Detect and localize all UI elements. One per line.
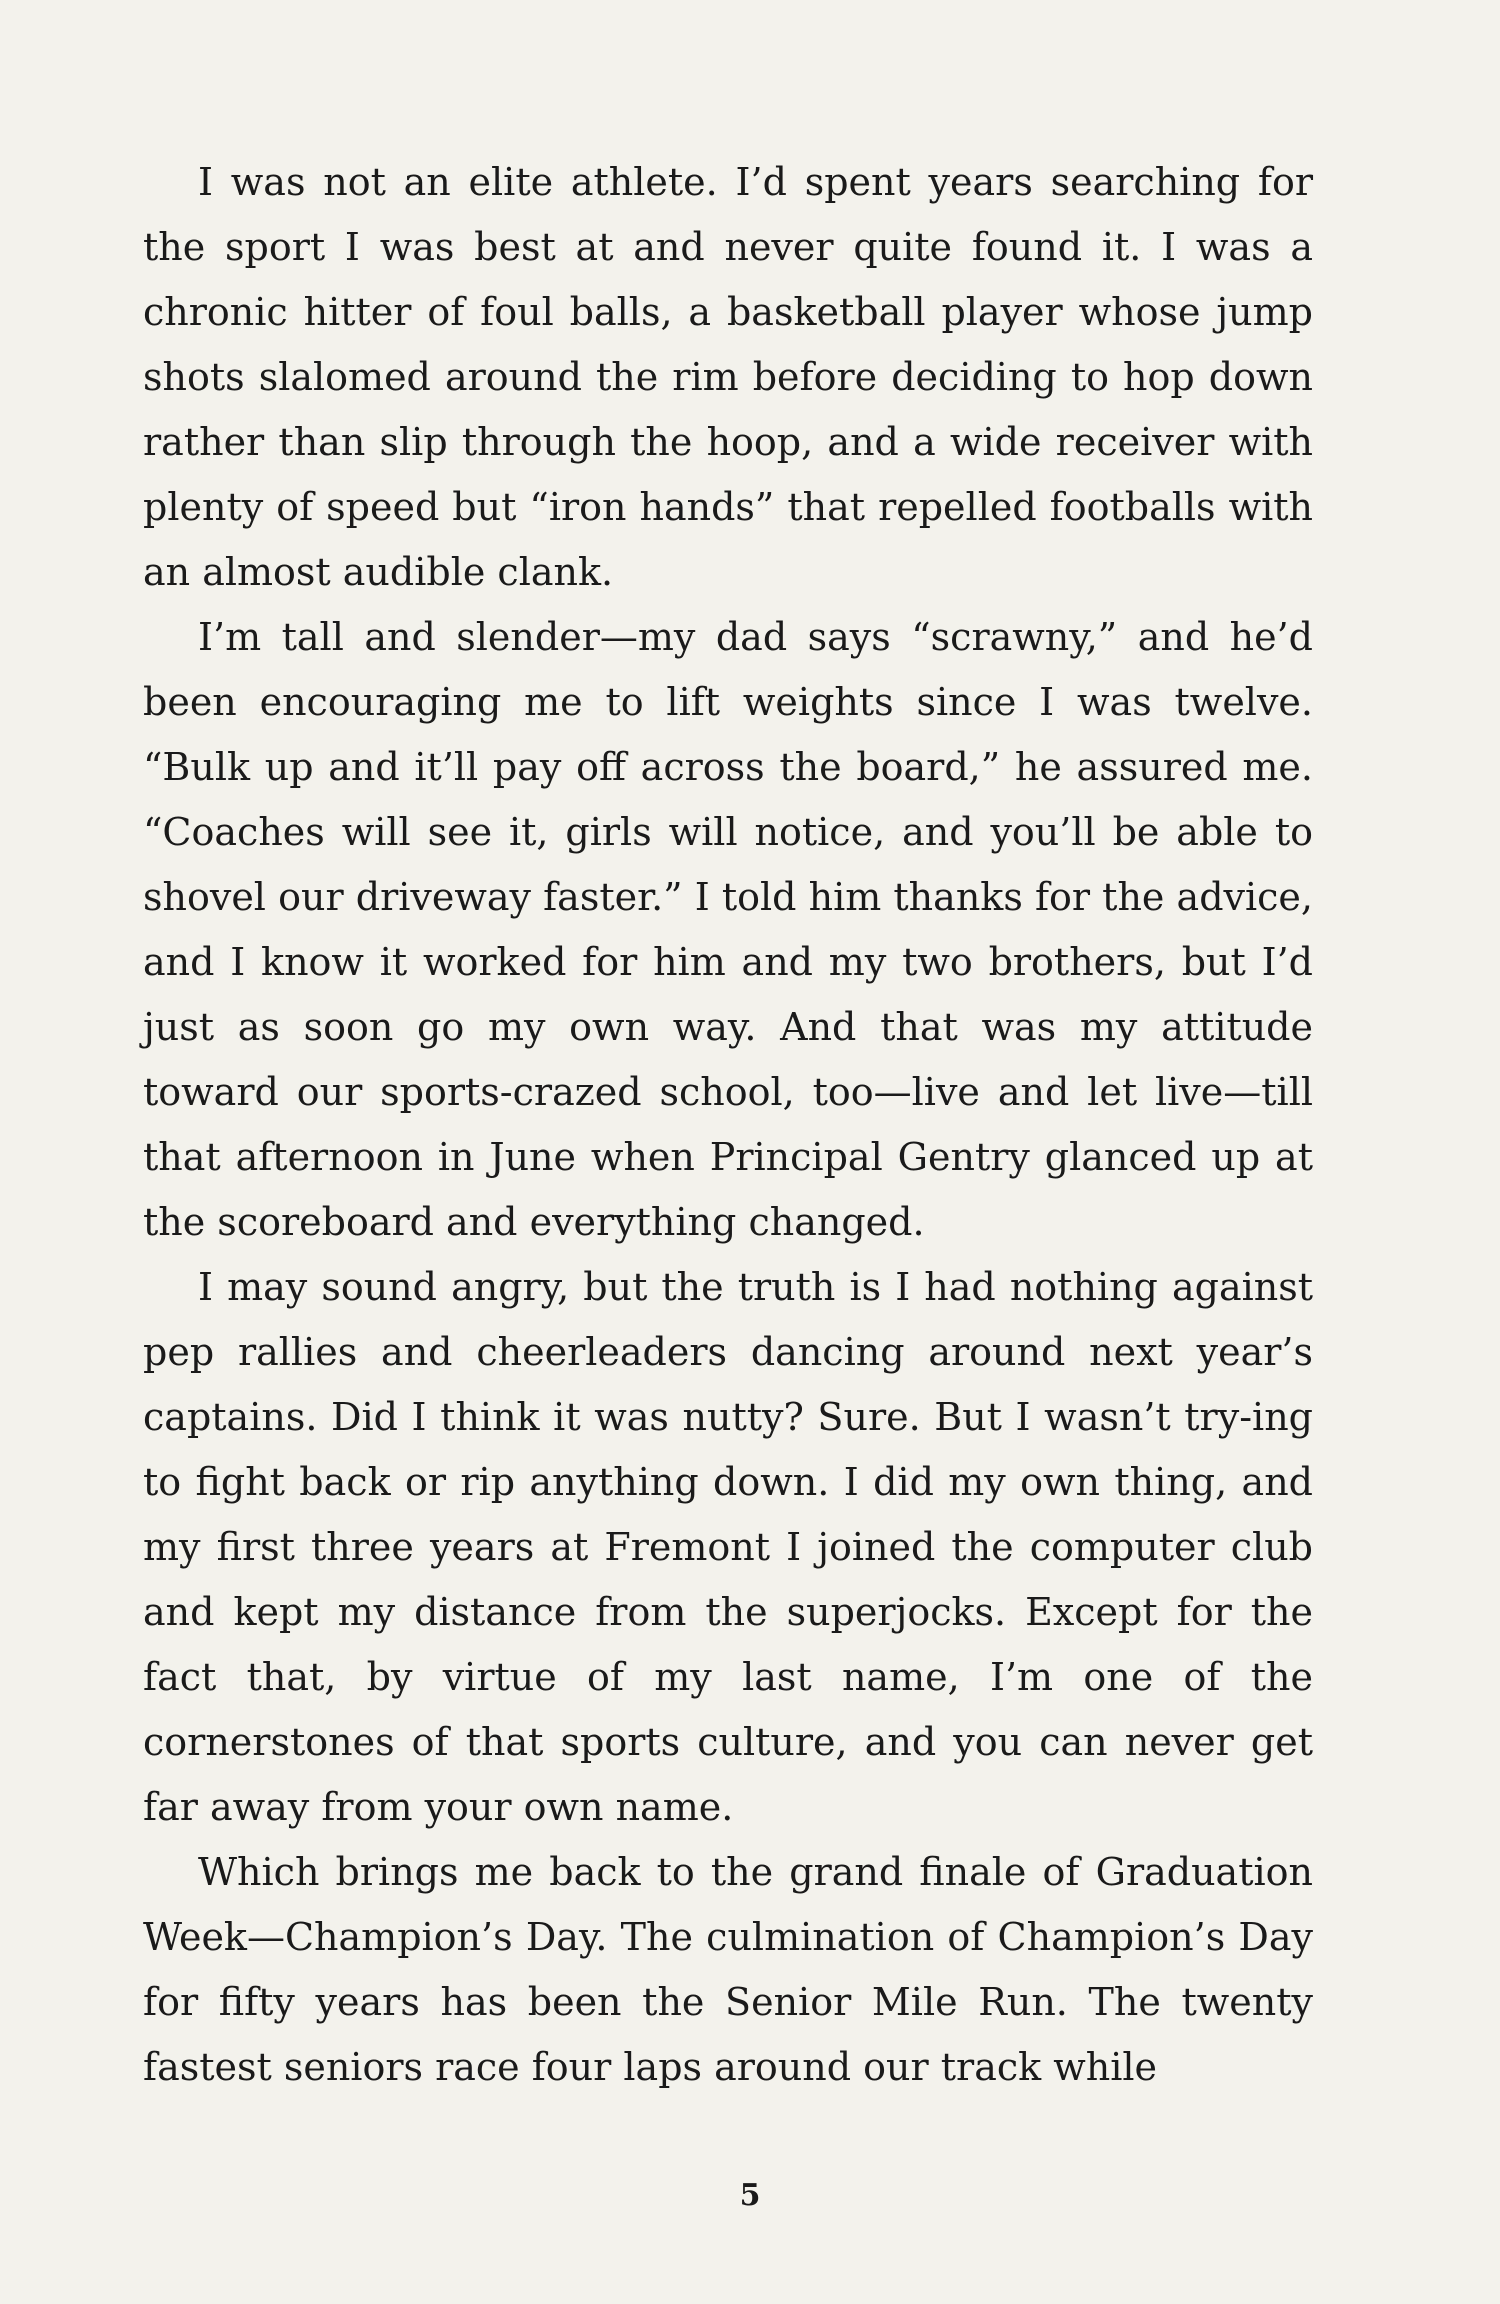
paragraph-2: I’m tall and slender—my dad says “scrawny,” and he’d been encouraging me to lift weights since I was twelve. “Bulk up and it’ll pay off across the board,” he assured me. “Coaches will see it, girls will notice, and you’ll be able to shovel our driveway faster.” I told him thanks for the advice, and I know it worked for him and my two brothers, but I’d just as soon go my own way. And that was my attitude toward our sports-crazed school, too—live and let live—till that afternoon in June when Principal Gentry glanced up at the scoreboard and everything changed.: [143, 615, 1313, 1244]
paragraph-3: I may sound angry, but the truth is I had nothing against pep rallies and cheerleaders dancing around next year’s captains. Did I think it was nutty? Sure. But I wasn’t try-ing to fight back or rip anything down. I did my own thing, and my first three years at Fremont I joined the computer club and kept my distance from the superjocks. Except for the fact that, by virtue of my last name, I’m one of the cornerstones of that sports culture, and you can never get far away from your own name.: [143, 1265, 1313, 1829]
paragraph-1: I was not an elite athlete. I’d spent years searching for the sport I was best at and never quite found it. I was a chronic hitter of foul balls, a basketball player whose jump shots slalomed around the rim before deciding to hop down rather than slip through the hoop, and a wide receiver with plenty of speed but “iron hands” that repelled footballs with an almost audible clank.: [143, 160, 1313, 594]
page-number: 5: [739, 2178, 761, 2213]
body-text: [143, 150, 1313, 2100]
paragraph-4: Which brings me back to the grand finale of Graduation Week—Champion’s Day. The culmination of Champion’s Day for fifty years has been the Senior Mile Run. The twenty fastest seniors race four laps around our track while: [143, 1850, 1313, 2089]
